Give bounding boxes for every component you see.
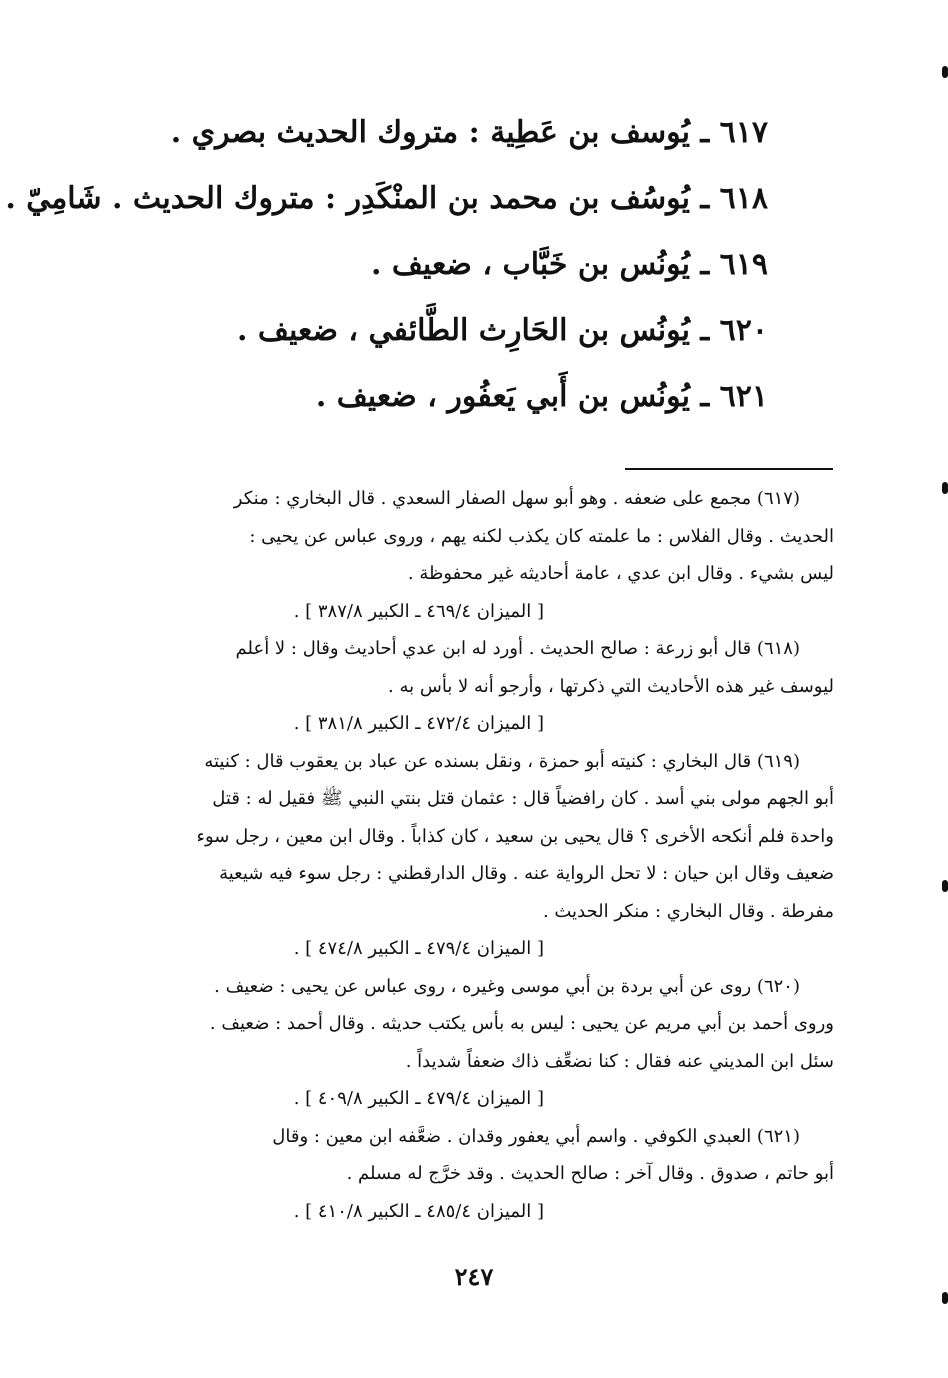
footnote-line: أبو حاتم ، صدوق . وقال آخر : صالح الحديث . وقد خرَّج له مسلم . — [346, 1163, 834, 1184]
footnote-separator — [625, 468, 833, 470]
footnote-reference: [ الميزان ٤٨٥/٤ ـ الكبير ٤١٠/٨ ] . — [293, 1200, 544, 1222]
footnote-619 — [118, 743, 834, 968]
footnote-line: مفرطة . وقال البخاري : منكر الحديث . — [542, 900, 834, 922]
entry-619: ٦١٩ ـ يُونُس بن خَبَّاب ، ضعيف . — [370, 247, 768, 282]
scan-edge-mark — [942, 1292, 948, 1304]
entry-617: ٦١٧ ـ يُوسف بن عَطِية : متروك الحديث بصري . — [170, 115, 768, 150]
footnote-620 — [118, 968, 834, 1118]
footnote-line: وروى أحمد بن أبي مريم عن يحيى : ليس به بأس يكتب حديثه . وقال أحمد : ضعيف . — [209, 1013, 834, 1034]
footnotes — [118, 480, 834, 1230]
scan-edge-mark — [942, 880, 948, 892]
footnote-617 — [118, 480, 834, 630]
footnote-line: (٦٢١) العبدي الكوفي . واسم أبي يعفور وقدان . ضعَّفه ابن معين : وقال — [272, 1125, 800, 1147]
footnote-line: (٦١٨) قال أبو زرعة : صالح الحديث . أورد له ابن عدي أحاديث وقال : لا أعلم — [235, 638, 800, 659]
page-number: ٢٤٧ — [454, 1262, 494, 1291]
footnote-line: ليوسف غير هذه الأحاديث التي ذكرتها ، وأرجو أنه لا بأس به . — [388, 675, 834, 697]
footnote-line: أبو الجهم مولى بني أسد . كان رافضياً قال : عثمان قتل بنتي النبي ﷺ فقيل له : قتل — [212, 788, 834, 809]
footnote-line: (٦٢٠) روى عن أبي بردة بن أبي موسى وغيره ، روى عباس عن يحيى : ضعيف . — [214, 975, 800, 997]
footnote-621 — [118, 1118, 834, 1231]
footnote-reference: [ الميزان ٤٦٩/٤ ـ الكبير ٣٨٧/٨ ] . — [293, 600, 544, 622]
footnote-line: (٦١٧) مجمع على ضعفه . وهو أبو سهل الصفار السعدي . قال البخاري : منكر — [233, 488, 800, 509]
footnote-618 — [118, 630, 834, 743]
footnote-line: ليس بشيء . وقال ابن عدي ، عامة أحاديثه غير محفوظة . — [407, 563, 834, 584]
footnote-line: الحديث . وقال الفلاس : ما علمته كان يكذب لكنه يهم ، وروى عباس عن يحيى : — [249, 525, 834, 547]
footnote-line: ضعيف وقال ابن حيان : لا تحل الرواية عنه . وقال الدارقطني : رجل سوء فيه شيعية — [219, 863, 834, 884]
footnote-line: واحدة فلم أنكحه الأخرى ؟ قال يحيى بن سعيد ، كان كذاباً . وقال ابن معين ، رجل سوء — [196, 825, 834, 847]
footnote-line: (٦١٩) قال البخاري : كنيته أبو حمزة ، ونقل بسنده عن عباد بن يعقوب قال : كنيته — [204, 750, 800, 772]
footnote-reference: [ الميزان ٤٧٢/٤ ـ الكبير ٣٨١/٨ ] . — [293, 713, 544, 734]
footnote-reference: [ الميزان ٤٧٩/٤ ـ الكبير ٤٧٤/٨ ] . — [293, 938, 544, 959]
footnote-line: سئل ابن المديني عنه فقال : كنا نضعِّف ذاك ضعفاً شديداً . — [405, 1050, 834, 1072]
entry-621: ٦٢١ ـ يُونُس بن أَبي يَعفُور ، ضعيف . — [315, 379, 768, 414]
footnote-reference: [ الميزان ٤٧٩/٤ ـ الكبير ٤٠٩/٨ ] . — [293, 1088, 544, 1109]
entry-620: ٦٢٠ ـ يُونُس بن الحَارِث الطَّائفي ، ضعيف . — [237, 313, 768, 348]
scan-edge-mark — [942, 482, 948, 494]
scan-edge-mark — [942, 66, 948, 78]
main-entries — [5, 100, 768, 430]
entry-618: ٦١٨ ـ يُوسُف بن محمد بن المنْكَدِر : متروك الحديث . شَامِيّ . — [5, 181, 768, 216]
